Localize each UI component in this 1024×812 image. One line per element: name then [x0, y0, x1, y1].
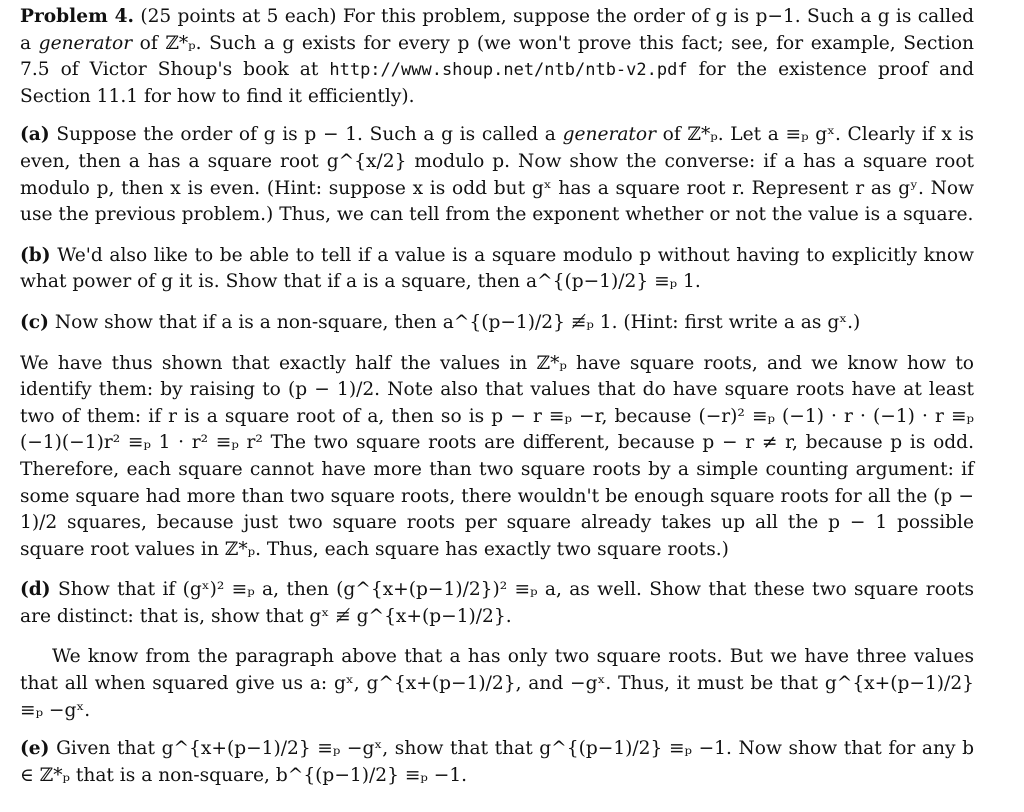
part-c	[20, 310, 974, 337]
part-a	[20, 122, 974, 228]
part-d-text: Show that if (gˣ)² ≡ₚ a, then (g^{x+(p−1)/2})² ≡ₚ a, as well. Show that these two square roots are distinct: that is, show that gˣ ≢ g^{x+(p−1)/2}.	[20, 579, 974, 627]
discussion-paragraph-2: We know from the paragraph above that a has only two square roots. But we have three values that all when squared give us a: gˣ, g^{x+(p−1)/2}, and −gˣ. Thus, it must be that g^{x+(p−1)/2} ≡ₚ −gˣ.	[20, 646, 974, 721]
part-a-text-1: Suppose the order of g is p − 1. Such a g is called a	[56, 124, 556, 146]
part-e-text: Given that g^{x+(p−1)/2} ≡ₚ −gˣ, show that that g^{(p−1)/2} ≡ₚ −1. Now show that for any b ∈ ℤ*ₚ that is a non-square, b^{(p−1)/2} ≡ₚ −1.	[20, 738, 974, 786]
problem-intro-text-a: For this problem, suppose the order of g is p−1. Such a g is called a	[20, 6, 974, 54]
part-b	[20, 243, 974, 296]
part-c-label: (c)	[20, 311, 49, 333]
problem-intro-term: generator	[38, 32, 133, 54]
part-c-text: Now show that if a is a non-square, then a^{(p−1)/2} ≢ₚ 1. (Hint: first write a as gˣ.)	[54, 311, 861, 333]
discussion-paragraph-1: We have thus shown that exactly half the values in ℤ*ₚ have square roots, and we know how to identify them: by raising to (p − 1)/2. Note also that values that do have square roots have at least two of them: if r is a square root of a, then so is p − r ≡ₚ −r, because (−r)² ≡ₚ (−1) · r · (−1) · r ≡ₚ (−1)(−1)r² ≡ₚ 1 · r² ≡ₚ r² The two square roots are different, because p − r ≠ r, because p is odd. Therefore, each square cannot have more than two square roots by a simple counting argument: if some square had more than two square roots, there wouldn't be enough square roots for all the (p − 1)/2 squares, because just two square roots per square already takes up all the p − 1 possible square root values in ℤ*ₚ. Thus, each square has exactly two square roots.)	[20, 352, 974, 560]
part-a-label: (a)	[20, 124, 50, 146]
part-b-text: We'd also like to be able to tell if a value is a square modulo p without having to explicitly know what power of g it is. Show that if a is a square, then a^{(p−1)/2} ≡ₚ 1.	[20, 244, 974, 293]
part-e	[20, 736, 974, 789]
part-d-label: (d)	[20, 579, 51, 601]
part-a-text-2: of ℤ*ₚ. Let a ≡ₚ gˣ. Clearly if x is even, then a has a square root g^{x/2} modulo p. Now show the converse: if a has a square root modulo p, then x is even. (Hint: suppose x is odd but gˣ has a square root r. Represent r as gʸ. Now use the previous problem.) Thus, we can tell from the exponent whether or not the value is a square.	[20, 124, 974, 226]
part-b-label: (b)	[20, 244, 51, 266]
problem-intro	[20, 4, 974, 110]
problem-heading: Problem 4.	[20, 6, 135, 27]
part-a-term: generator	[562, 124, 656, 146]
problem-intro-text-b: of ℤ*ₚ. Such a g exists for every p (we won't prove this fact; see, for example, Section 7.5 of Victor Shoup's book at	[20, 32, 974, 81]
problem-intro-text-c: for the existence proof and Section 11.1 for how to find it efficiently).	[20, 59, 974, 107]
part-e-label: (e)	[20, 738, 50, 760]
problem-points: (25 points at 5 each)	[140, 6, 337, 27]
part-d	[20, 577, 974, 630]
shoup-book-link[interactable]: http://www.shoup.net/ntb/ntb-v2.pdf	[329, 60, 688, 81]
